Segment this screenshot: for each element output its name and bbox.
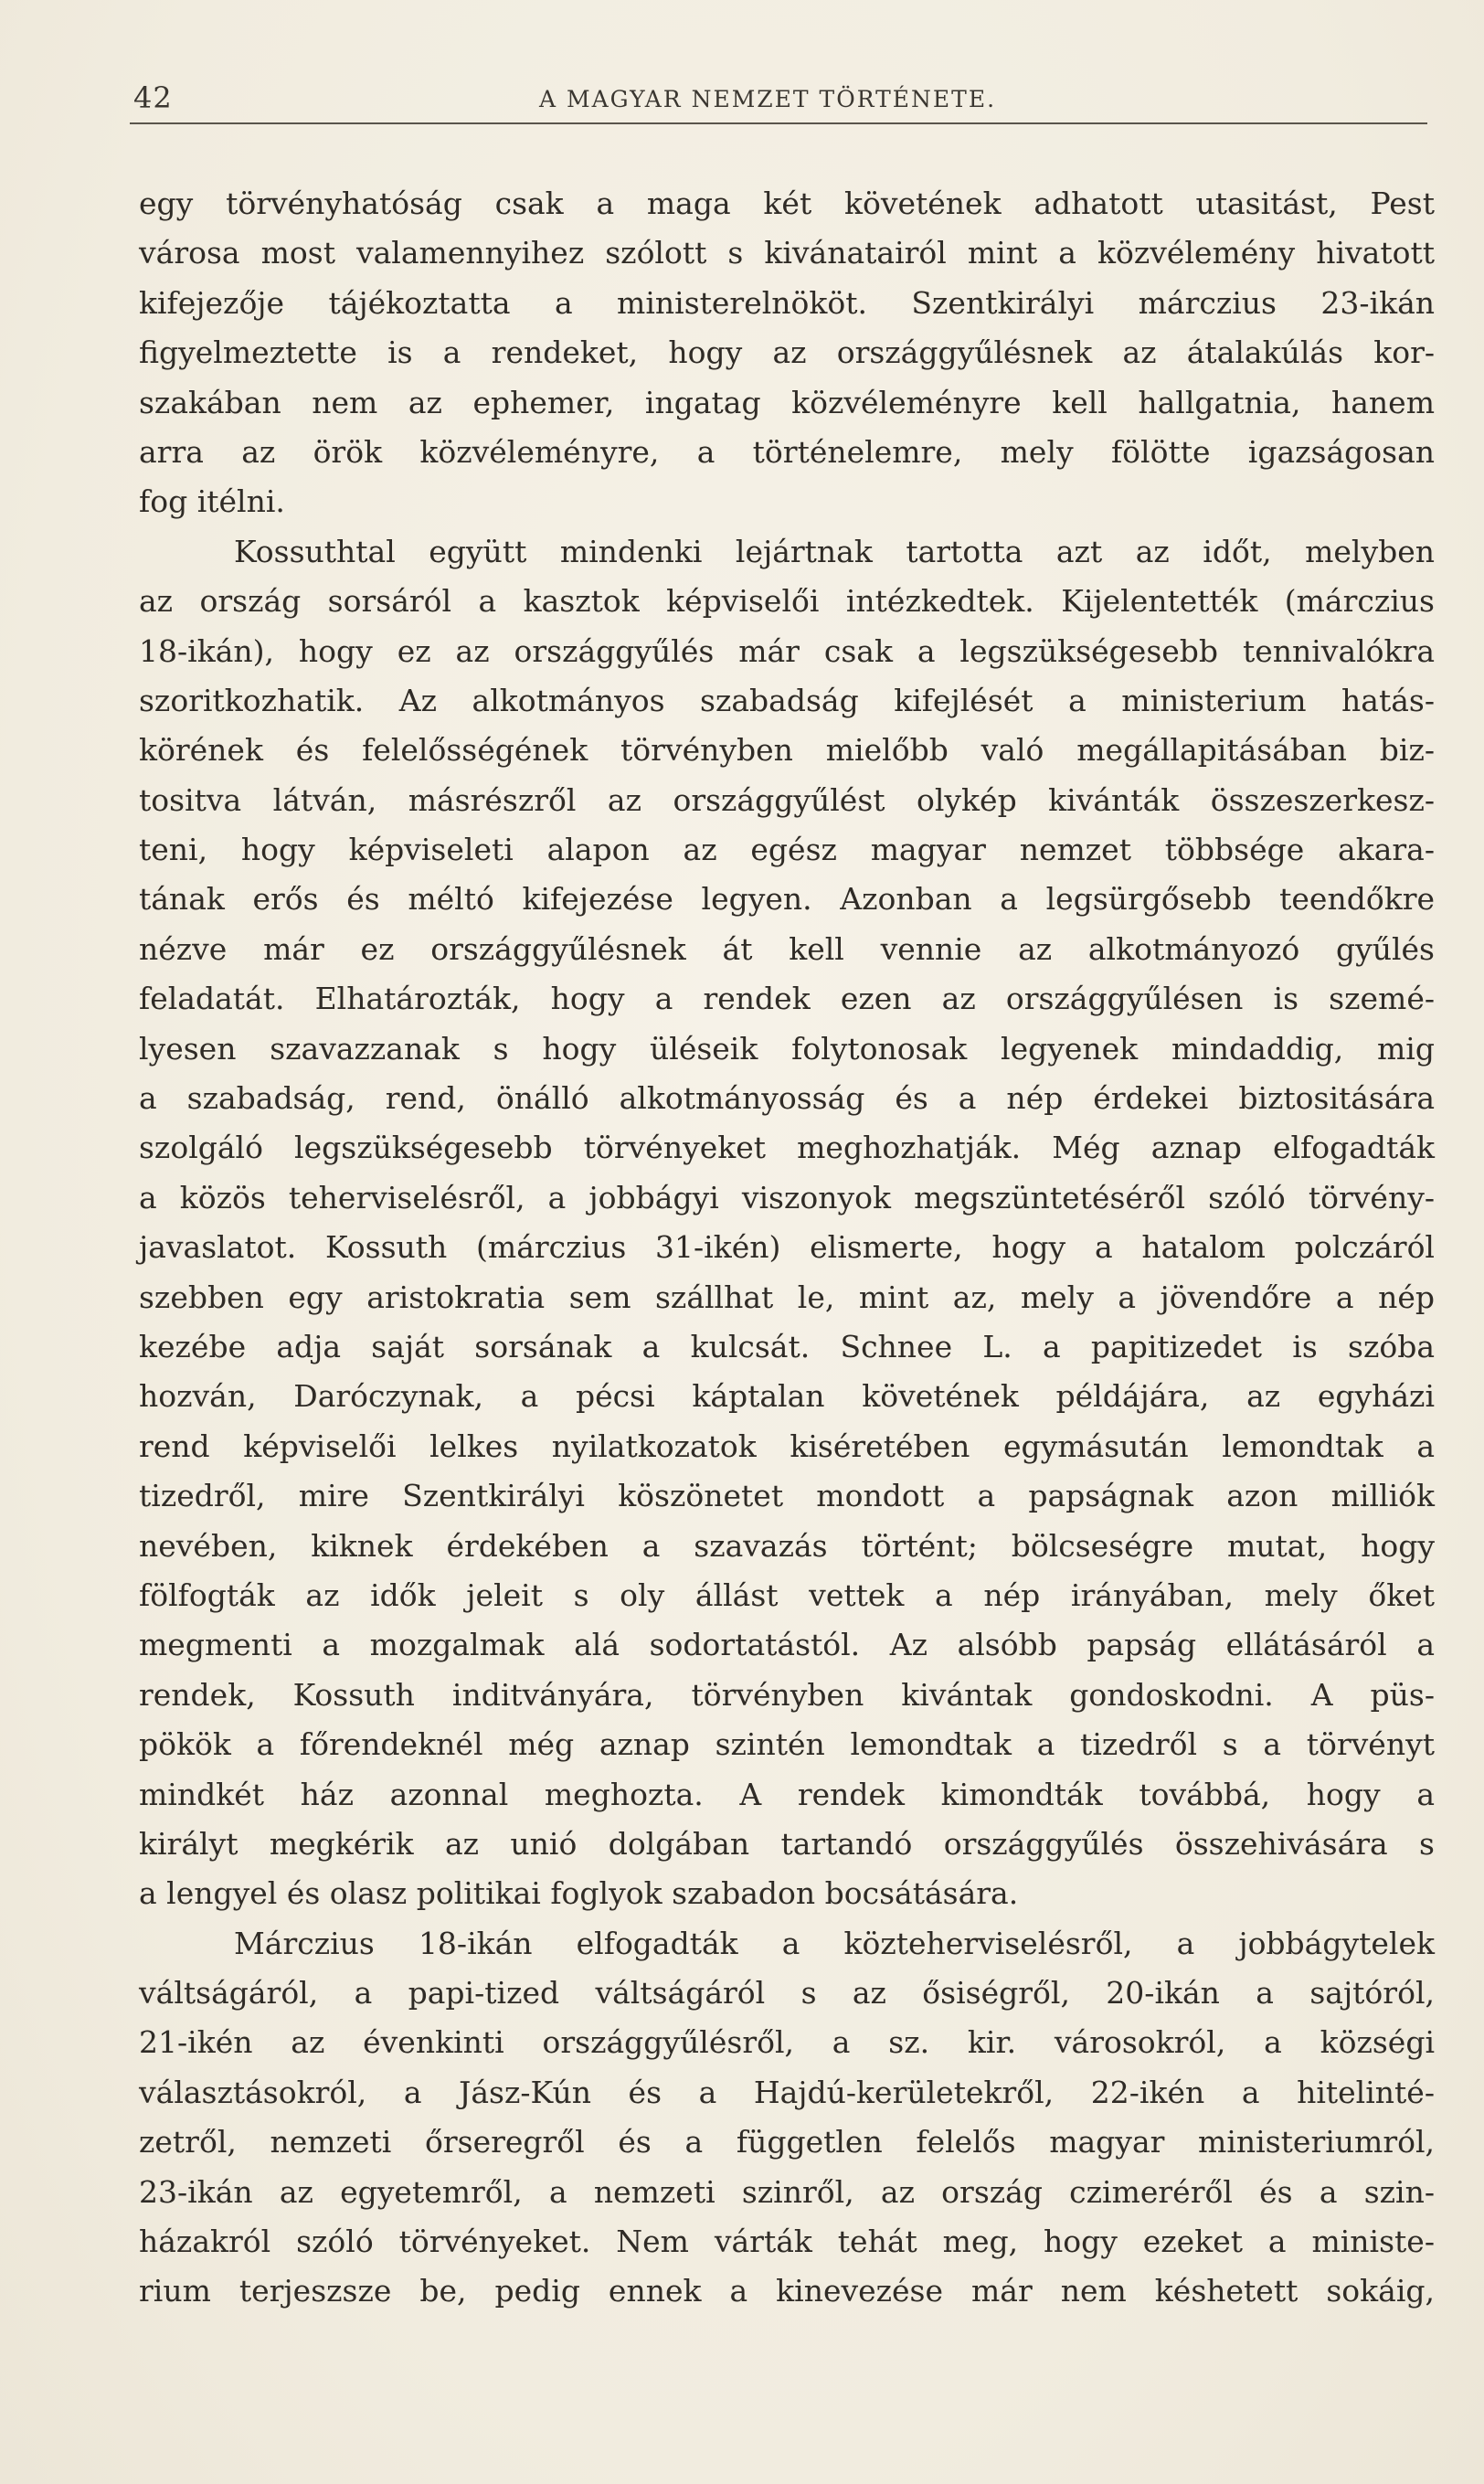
text-line: kifejezője tájékoztatta a ministerelnököt. Szentkirályi márczius 23-ikán: [139, 284, 1435, 321]
text-line: zetről, nemzeti őrseregről és a független felelős magyar ministeriumról,: [139, 2124, 1435, 2160]
text-line: fölfogták az idők jeleit s oly állást vettek a nép irányában, mely őket: [139, 1576, 1435, 1613]
text-line: körének és felelősségének törvényben mielőbb való megállapitásában biz-: [139, 732, 1435, 769]
text-line: 23-ikán az egyetemről, a nemzeti szinről, az ország czimeréről és a szin-: [139, 2173, 1435, 2210]
text-line: Kossuthtal együtt mindenki lejártnak tartotta azt az időt, melyben: [234, 533, 1435, 569]
text-line: a szabadság, rend, önálló alkotmányosság és a nép érdekei biztositására: [139, 1080, 1435, 1117]
text-line: arra az örök közvéleményre, a történelemre, mely fölötte igazságosan: [139, 433, 1435, 470]
text-line: kezébe adja saját sorsának a kulcsát. Schnee L. a papitizedet is szóba: [139, 1328, 1435, 1364]
text-line: házakról szóló törvényeket. Nem várták tehát meg, hogy ezeket a ministe-: [139, 2224, 1435, 2260]
text-line: tizedről, mire Szentkirályi köszönetet mondott a papságnak azon milliók: [139, 1478, 1435, 1514]
text-line: rendek, Kossuth inditványára, törvényben kivántak gondoskodni. A püs-: [139, 1676, 1435, 1713]
text-line: nevében, kiknek érdekében a szavazás történt; bölcseségre mutat, hogy: [139, 1527, 1435, 1564]
text-line: az ország sorsáról a kasztok képviselői intézkedtek. Kijelentették (márczius: [139, 583, 1435, 620]
text-line: 18-ikán), hogy ez az országgyűlés már csak a legszükségesebb tennivalókra: [139, 632, 1435, 669]
body-text: [139, 179, 1435, 2317]
text-line: pökök a főrendeknél még aznap szintén lemondtak a tizedről s a törvényt: [139, 1726, 1435, 1763]
text-line: egy törvényhatóság csak a maga két követének adhatott utasitást, Pest: [139, 186, 1435, 221]
text-line: mindkét ház azonnal meghozta. A rendek kimondták továbbá, hogy a: [139, 1776, 1435, 1812]
text-line: 21-ikén az évenkinti országgyűlésről, a sz. kir. városokról, a községi: [139, 2024, 1435, 2061]
text-line: a közös teherviselésről, a jobbágyi viszonyok megszüntetéséről szóló törvény-: [139, 1179, 1435, 1215]
text-line: rend képviselői lelkes nyilatkozatok kiséretében egymásután lemondtak a: [139, 1428, 1435, 1464]
text-line: szolgáló legszükségesebb törvényeket meghozhatják. Még aznap elfogadták: [139, 1130, 1435, 1166]
running-title: A MAGYAR NEMZET TÖRTÉNETE.: [539, 86, 997, 112]
header-rule: [130, 122, 1427, 124]
text-line: szebben egy aristokratia sem szállhat le, mint az, mely a jövendőre a nép: [139, 1279, 1435, 1315]
text-line: tának erős és méltó kifejezése legyen. Azonban a legsürgősebb teendőkre: [139, 881, 1435, 918]
text-line: teni, hogy képviseleti alapon az egész magyar nemzet többsége akara-: [139, 832, 1435, 868]
text-line: Márczius 18-ikán elfogadták a közteherviselésről, a jobbágytelek: [234, 1925, 1435, 1961]
text-line: városa most valamennyihez szólott s kivánatairól mint a közvélemény hivatott: [139, 235, 1435, 271]
text-line: rium terjeszsze be, pedig ennek a kinevezése már nem késhetett sokáig,: [139, 2273, 1435, 2309]
text-line: megmenti a mozgalmak alá sodortatástól. Az alsóbb papság ellátásáról a: [139, 1627, 1435, 1663]
text-line: szoritkozhatik. Az alkotmányos szabadság kifejlését a ministerium hatás-: [139, 682, 1435, 718]
text-line: fog itélni.: [139, 483, 285, 520]
text-line: lyesen szavazzanak s hogy üléseik folytonosak legyenek mindaddig, mig: [139, 1030, 1435, 1067]
text-line: nézve már ez országgyűlésnek át kell vennie az alkotmányozó gyűlés: [139, 930, 1435, 967]
text-line: választásokról, a Jász-Kún és a Hajdú-kerületekről, 22-ikén a hitelinté-: [139, 2074, 1435, 2110]
text-line: királyt megkérik az unió dolgában tartandó országgyűlés összehivására s: [139, 1825, 1435, 1862]
text-line: tositva látván, másrészről az országgyűlést olykép kivánták összeszerkesz-: [139, 781, 1435, 818]
text-line: a lengyel és olasz politikai foglyok szabadon bocsátására.: [139, 1875, 1019, 1912]
text-line: váltságáról, a papi-tized váltságáról s az ősiségről, 20-ikán a sajtóról,: [139, 1975, 1435, 2012]
text-line: feladatát. Elhatározták, hogy a rendek ezen az országgyűlésen is szemé-: [139, 981, 1435, 1017]
text-line: hozván, Daróczynak, a pécsi káptalan követének példájára, az egyházi: [139, 1378, 1435, 1415]
text-line: javaslatot. Kossuth (márczius 31-ikén) elismerte, hogy a hatalom polczáról: [139, 1229, 1435, 1266]
text-line: figyelmeztette is a rendeket, hogy az országgyűlésnek az átalakúlás kor-: [139, 334, 1435, 371]
running-head: [130, 80, 1427, 121]
text-line: szakában nem az ephemer, ingatag közvéleményre kell hallgatnia, hanem: [139, 384, 1435, 420]
page-number: 42: [133, 80, 173, 115]
